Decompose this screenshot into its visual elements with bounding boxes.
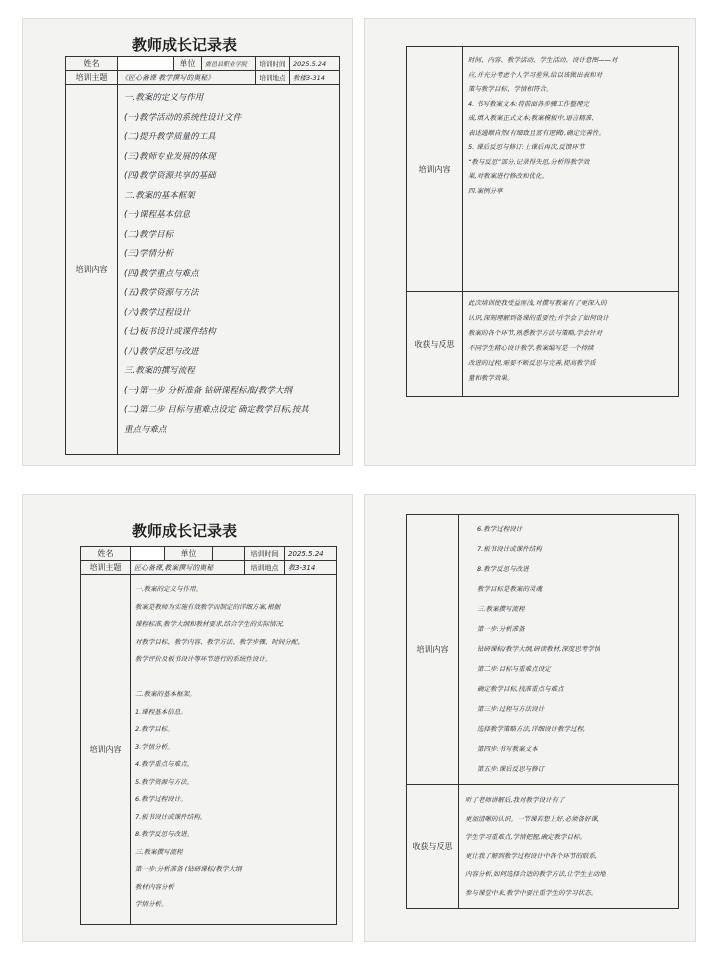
train-content-cell — [131, 575, 337, 925]
name-value-redacted — [118, 57, 174, 71]
train-content-cell — [459, 515, 679, 785]
train-place-value: 教楼3-314 — [290, 71, 340, 85]
reflection-line: 参与课堂中来,教学中要注重学生的学习状态。 — [465, 888, 598, 897]
unit-value-empty — [213, 547, 245, 561]
content-line: 3.学情分析。 — [135, 742, 174, 751]
train-time-label: 培训时间 — [256, 57, 290, 71]
reflection-line: 此次培训使我受益匪浅,对撰写教案有了更深入的 — [468, 299, 607, 307]
content-line: 8.教学反思与改进。 — [135, 830, 194, 838]
content-line: 5. 课后反思与修订:上课后再次,反馈环节 — [468, 143, 585, 151]
content-line: 表述通顺自然(有细致且富有逻辑),确定完善性。 — [468, 128, 606, 137]
content-line: (五)教学资源与方法 — [124, 288, 199, 298]
content-line: 重点与难点 — [124, 424, 167, 435]
content-line: 一.教案的定义与作用。 — [135, 585, 203, 593]
photo-page-3 — [22, 494, 353, 942]
photo-page-4 — [364, 494, 696, 942]
content-line: “教与反思”部分,记录得失思,分析得教学效 — [468, 157, 590, 166]
train-time-label: 培训时间 — [245, 547, 285, 561]
content-line: 教材内容分析 — [135, 882, 174, 891]
page-title: 教师成长记录表 — [132, 522, 238, 540]
content-line: 7.板书设计或课件结构。 — [135, 812, 207, 821]
content-line: 时间、内容、教学活动、学生活动、设计意图——对 — [468, 56, 618, 64]
content-line: 6.教学过程设计。 — [135, 795, 187, 803]
train-topic-label: 培训主题 — [81, 561, 131, 575]
content-line: (六)教学过程设计 — [124, 307, 191, 318]
content-line: 5.教学资源与方法。 — [135, 777, 194, 786]
reflection-line: 认识,深刻理解到备课的重要性;并学会了如何设计 — [468, 314, 609, 322]
content-line: 第三步:过程与方法设计 — [477, 705, 545, 713]
reflection-line: 教案的各个环节,熟悉教学方法与策略,学会针对 — [468, 329, 603, 337]
reflection-label: 收获与反思 — [407, 292, 463, 397]
photo-page-2 — [364, 18, 696, 466]
train-place-value: 教3-314 — [285, 561, 337, 575]
train-time-value: 2025.5.24 — [285, 547, 337, 561]
content-line: 一.教案的定义与作用 — [124, 93, 204, 103]
record-table-continued — [406, 514, 679, 909]
name-label: 姓名 — [81, 547, 131, 561]
content-line: (三)学情分析 — [124, 249, 174, 259]
content-line: 第四步:书写教案文本 — [477, 745, 538, 753]
content-line: (四)教学重点与难点 — [124, 268, 199, 279]
train-content-label: 培训内容 — [81, 575, 131, 925]
page-title: 教师成长记录表 — [132, 36, 238, 54]
content-line: 钻研课标/教学大纲,研读教材,深度思考学情 — [477, 645, 601, 653]
unit-value: 鹿邑县职业学院 — [202, 57, 256, 71]
content-line: 应,并充分考虑个人学习差异,给以该做出表和对 — [468, 70, 603, 79]
reflection-line: 量和教学效果。 — [468, 374, 514, 382]
photo-page-1 — [22, 18, 353, 466]
record-table — [80, 546, 337, 925]
train-content-label: 培训内容 — [66, 85, 118, 455]
content-line: 对教学目标、教学内容、教学方法、教学步骤、时间分配、 — [135, 637, 304, 646]
train-content-cell — [118, 85, 340, 455]
reflection-line: 学生学习重难点,学情把握,确定教学目标。 — [465, 833, 587, 841]
reflection-line: 听了老师讲解后,我对教学设计有了 — [465, 796, 565, 804]
train-place-label: 培训地点 — [256, 71, 290, 85]
reflection-line: 改进的过程,需要不断反思与完善,提高教学质 — [468, 359, 596, 367]
record-table-continued — [406, 46, 679, 397]
content-line: 4.教学重点与难点。 — [135, 760, 194, 768]
content-line: (二)提升教学质量的工具 — [124, 132, 216, 142]
content-line: 学情分析。 — [135, 900, 168, 908]
train-topic-value: 匠心备课,教案撰写的奥秘 — [131, 561, 245, 575]
reflection-line: 更让我了解到教学过程设计中各个环节的联系, — [465, 851, 598, 860]
content-line: (一)教学活动的系统性设计文件 — [124, 112, 242, 123]
content-line: (一)课程基本信息 — [124, 210, 191, 220]
train-topic-label: 培训主题 — [66, 71, 118, 85]
content-line: (八)教学反思与改进 — [124, 346, 199, 357]
content-line: 教学目标是教案的灵魂 — [477, 585, 542, 593]
content-line: 三.教案撰写流程 — [477, 605, 525, 613]
content-line: 策与教学目标、学情相符合。 — [468, 85, 553, 93]
content-line: (三)教师专业发展的体现 — [124, 151, 216, 162]
train-time-value: 2025.5.24 — [290, 57, 340, 71]
train-place-label: 培训地点 — [245, 561, 285, 575]
content-line: 第一步:分析准备 — [477, 625, 525, 633]
content-line: 第五步:课后反思与修订 — [477, 765, 545, 773]
content-line: 二.教案的基本框架。 — [135, 690, 196, 698]
train-topic-value: 《匠心备课 教学撰写的奥秘》 — [118, 71, 256, 85]
content-line: 四.案例分享 — [468, 186, 503, 195]
reflection-cell — [459, 785, 679, 909]
content-line: (七)板书设计或课件结构 — [124, 327, 216, 337]
content-line: 4. 书写教案文本:将前面各步骤工作整理完 — [468, 99, 589, 108]
reflection-line: 更加清晰的认识。一节课若想上好,必须备好课, — [465, 814, 600, 823]
train-content-cell — [463, 47, 679, 292]
content-line: 二.教案的基本框架 — [124, 190, 195, 201]
content-line: (四)教学资源共享的基础 — [124, 171, 216, 181]
reflection-line: 不同学生精心设计教学,教案编写是一个持续 — [468, 344, 594, 352]
content-line: 2.教学目标。 — [135, 725, 174, 733]
content-line: 6.教学过程设计 — [477, 525, 523, 533]
content-line: (一)第一步 分析准备 钻研课程标准/教学大纲 — [124, 385, 292, 396]
content-line: 选择教学策略方法,详细设计教学过程, — [477, 725, 586, 733]
train-content-label: 培训内容 — [407, 515, 459, 785]
content-line: 成,填入教案正式文本;教案模板中,语言精准、 — [468, 114, 598, 122]
reflection-line: 内容分析,如何选择合适的教学方法,让学生主动地 — [465, 870, 606, 878]
unit-label: 单位 — [174, 57, 202, 71]
content-line: 教学评价及板书设计等环节进行的系统性设计。 — [135, 655, 272, 663]
content-line: 教案是教师为实施有效教学而制定的详细方案,根据 — [135, 602, 281, 611]
unit-label: 单位 — [165, 547, 213, 561]
content-line: 7.板书设计或课件结构 — [477, 545, 542, 553]
name-value-redacted — [131, 547, 165, 561]
name-label: 姓名 — [66, 57, 118, 71]
content-line: 1.课程基本信息。 — [135, 707, 187, 716]
reflection-cell — [463, 292, 679, 397]
content-line: 三.教案的撰写流程 — [124, 366, 195, 376]
content-line: (二)第二步 目标与重难点设定 确定教学目标,按其 — [124, 405, 309, 415]
content-line: 果,对教案进行修改和优化。 — [468, 172, 549, 180]
train-content-label: 培训内容 — [407, 47, 463, 292]
content-line: 第二步:目标与重难点设定 — [477, 665, 551, 673]
reflection-label: 收获与反思 — [407, 785, 459, 909]
content-line — [135, 669, 304, 687]
content-line: 8.教学反思与改进 — [477, 565, 529, 573]
content-line: (二)教学目标 — [124, 229, 174, 240]
content-line: 三.教案撰写流程 — [135, 847, 183, 856]
content-line: 第一步:分析准备 (钻研课标/教学大纲 — [135, 865, 242, 873]
record-table — [65, 56, 340, 455]
content-line: 课程标准,教学大纲和教材要求,结合学生的实际情况, — [135, 620, 285, 628]
content-line: 确定教学目标,找准重点与难点 — [477, 685, 564, 693]
